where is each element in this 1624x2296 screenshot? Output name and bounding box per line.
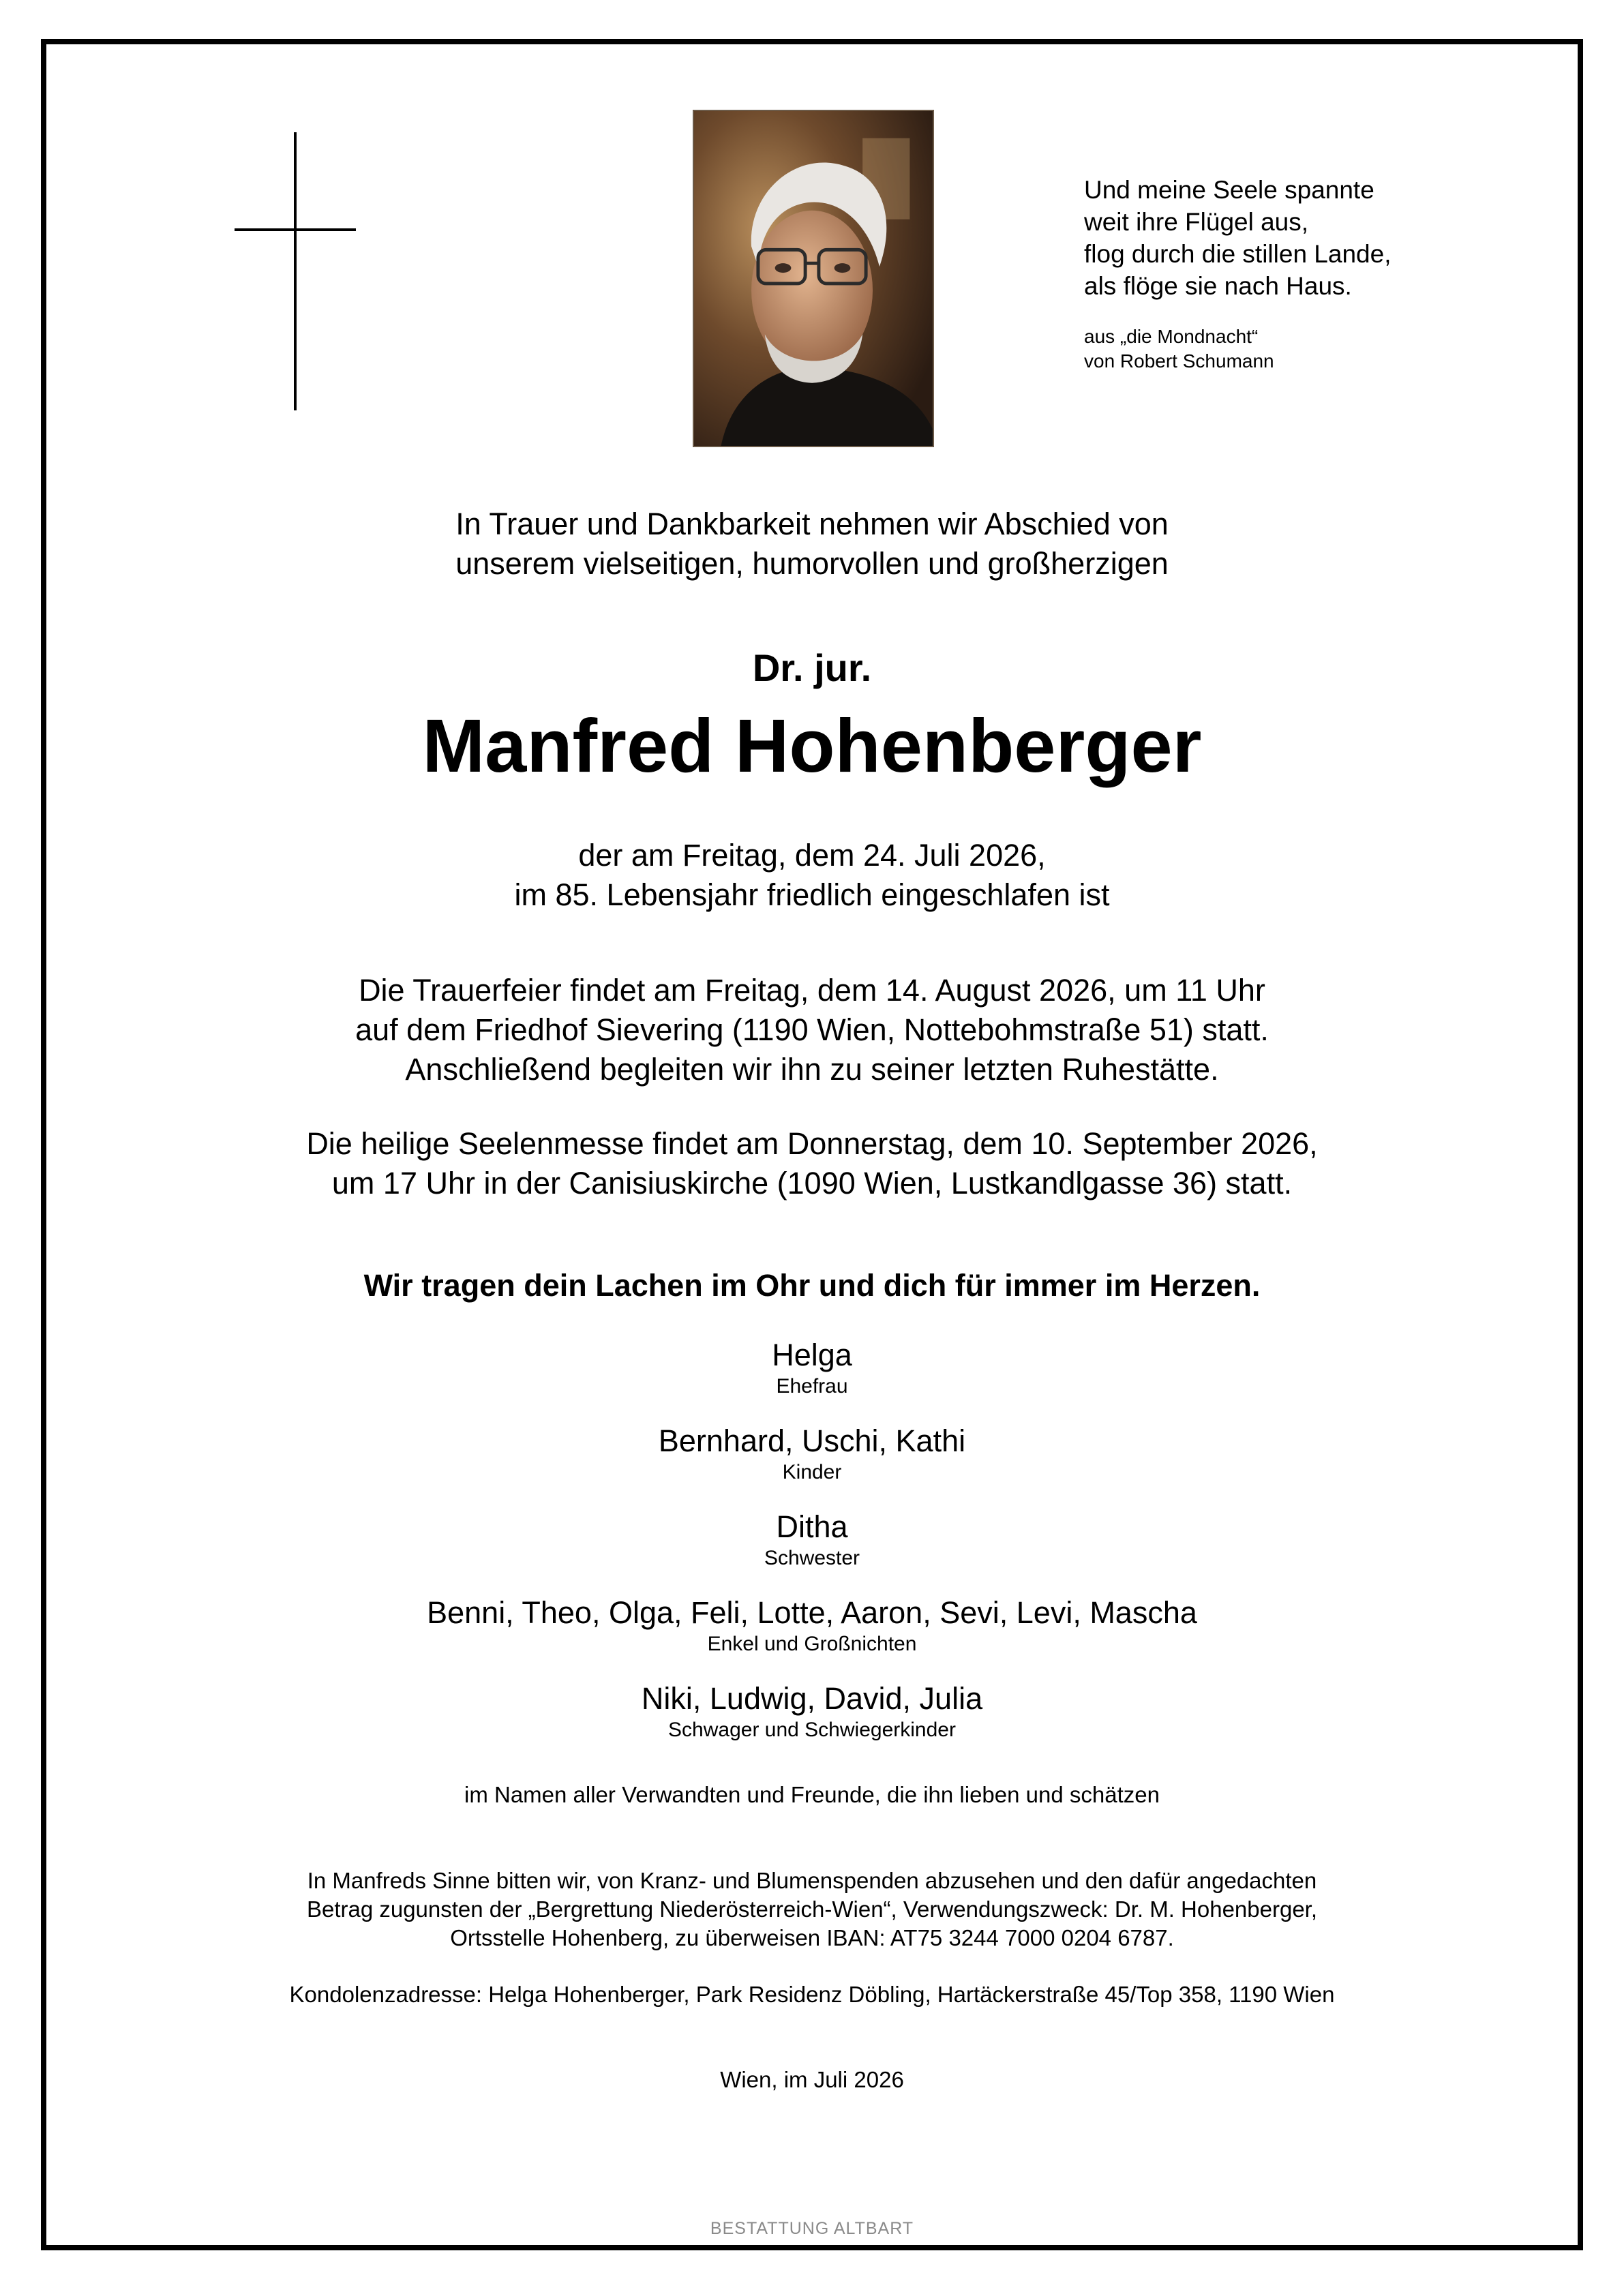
funeral-line: Anschließend begleiten wir ihn zu seiner letzten Ruhestätte. — [405, 1052, 1219, 1087]
mourner-names: Bernhard, Uschi, Kathi — [658, 1423, 966, 1458]
condolence-address: Kondolenzadresse: Helga Hohenberger, Park Residenz Döbling, Hartäckerstraße 45/Top 358, 1190 Wien — [289, 1982, 1335, 2007]
mourner-relation: Kinder — [782, 1461, 842, 1483]
funeral-home-footer: BESTATTUNG ALTBART — [710, 2219, 914, 2238]
request-line: In Manfreds Sinne bitten wir, von Kranz- und Blumenspenden abzusehen und den dafür angedachten — [307, 1868, 1317, 1893]
family-note: im Namen aller Verwandten und Freunde, die ihn lieben und schätzen — [464, 1782, 1160, 1807]
request-line: Betrag zugunsten der „Bergrettung Niederösterreich-Wien“, Verwendungszweck: Dr. M. Hohenberger, — [306, 1897, 1318, 1922]
mourner-group — [136, 1422, 1488, 1485]
mourner-names: Niki, Ludwig, David, Julia — [641, 1681, 983, 1716]
mass-line: um 17 Uhr in der Canisiuskirche (1090 Wien, Lustkandlgasse 36) statt. — [331, 1166, 1293, 1200]
cross-vertical-bar — [294, 132, 297, 410]
mass-line: Die heilige Seelenmesse findet am Donnerstag, dem 10. September 2026, — [306, 1126, 1318, 1161]
mourners-list — [136, 1336, 1488, 1766]
funeral-line: auf dem Friedhof Sievering (1190 Wien, Nottebohmstraße 51) statt. — [355, 1012, 1269, 1047]
mourner-names: Benni, Theo, Olga, Feli, Lotte, Aaron, Sevi, Levi, Mascha — [427, 1595, 1197, 1630]
intro-line: unserem vielseitigen, humorvollen und großherzigen — [455, 546, 1169, 581]
mourner-group — [136, 1680, 1488, 1742]
poem-source-line: von Robert Schumann — [1084, 350, 1274, 372]
deceased-title: Dr. jur. — [752, 646, 872, 689]
mourner-relation: Schwester — [764, 1547, 860, 1569]
funeral-info — [136, 971, 1488, 1089]
poem-line: Und meine Seele spannte — [1084, 176, 1374, 204]
death-line: im 85. Lebensjahr friedlich eingeschlafen ist — [514, 877, 1110, 912]
poem-line: flog durch die stillen Lande, — [1084, 240, 1392, 268]
portrait-illustration — [694, 111, 933, 446]
mourner-group — [136, 1336, 1488, 1399]
mourner-names: Helga — [772, 1338, 852, 1372]
memorial-mass-info — [136, 1124, 1488, 1203]
death-notice — [136, 836, 1488, 915]
deceased-name: Manfred Hohenberger — [422, 704, 1202, 788]
motto: Wir tragen dein Lachen im Ohr und dich für immer im Herzen. — [363, 1268, 1261, 1303]
poem-source-line: aus „die Mondnacht“ — [1084, 326, 1259, 347]
mourner-group — [136, 1594, 1488, 1657]
poem-quote — [1084, 174, 1466, 302]
donation-request — [136, 1867, 1488, 1952]
mourner-relation: Ehefrau — [776, 1375, 848, 1398]
mourner-names: Ditha — [776, 1509, 848, 1544]
mourner-relation: Enkel und Großnichten — [707, 1633, 917, 1655]
mourner-group — [136, 1508, 1488, 1571]
intro-text — [136, 504, 1488, 584]
death-line: der am Freitag, dem 24. Juli 2026, — [578, 838, 1046, 873]
poem-source — [1084, 324, 1466, 374]
cross-horizontal-bar — [235, 228, 356, 231]
mourner-relation: Schwager und Schwiegerkinder — [668, 1719, 956, 1741]
request-line: Ortsstelle Hohenberg, zu überweisen IBAN: AT75 3244 7000 0204 6787. — [450, 1925, 1174, 1950]
poem-line: weit ihre Flügel aus, — [1084, 208, 1309, 236]
poem-line: als flöge sie nach Haus. — [1084, 272, 1352, 300]
funeral-line: Die Trauerfeier findet am Freitag, dem 14. August 2026, um 11 Uhr — [359, 973, 1265, 1008]
portrait-photo — [693, 110, 934, 447]
place-date: Wien, im Juli 2026 — [720, 2067, 904, 2092]
intro-line: In Trauer und Dankbarkeit nehmen wir Abschied von — [455, 507, 1169, 541]
